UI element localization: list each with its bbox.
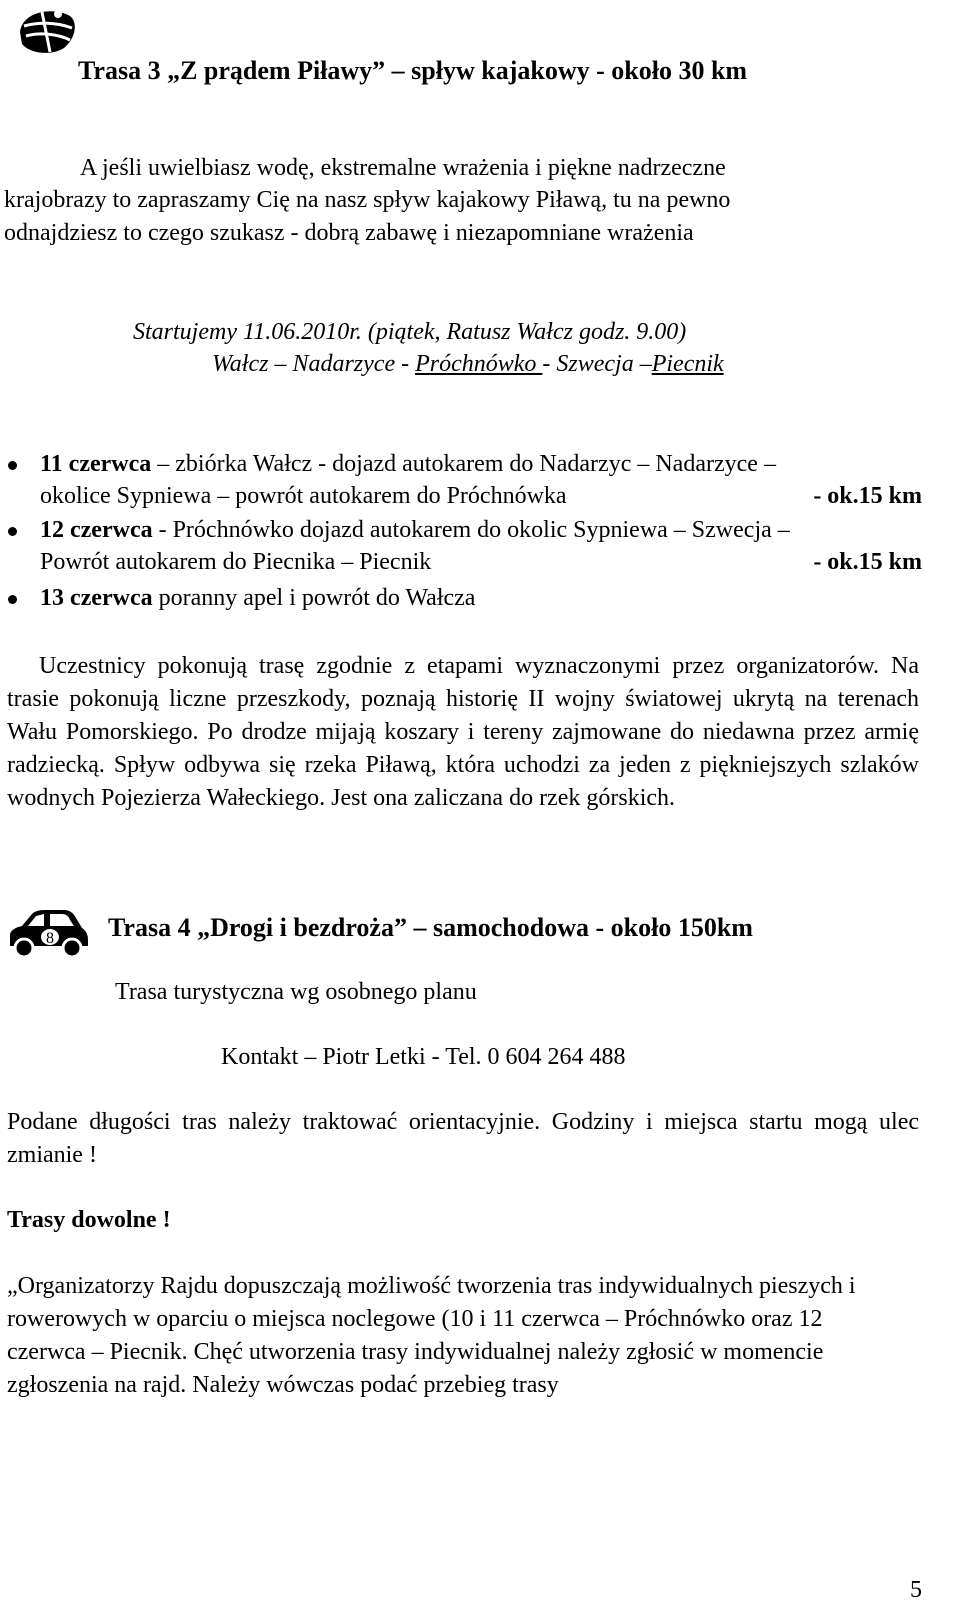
bullet-2-line-1 (40, 516, 790, 545)
bullet-1-date: 11 czerwca (40, 451, 152, 477)
bullet-1-text-2: okolice Sypniewa – powrót autokarem do Próchnówka (40, 483, 567, 509)
bullet-1-line-1 (40, 450, 776, 479)
car-icon (4, 906, 90, 960)
bullet-2-date: 12 czerwca (40, 517, 153, 543)
bullet-dot (8, 527, 17, 536)
start-info: Startujemy 11.06.2010r. (piątek, Ratusz Wałcz godz. 9.00) (133, 319, 687, 345)
trasa4-title: Trasa 4 „Drogi i bezdroża” – samochodowa - około 150km (108, 913, 753, 942)
bullet-1-line-2 (40, 483, 922, 510)
bullet-3-text: poranny apel i powrót do Wałcza (152, 585, 476, 611)
bullet-2-text: - Próchnówko dojazd autokarem do okolic Sypniewa – Szwecja – (152, 517, 790, 543)
bullet-dot (8, 595, 17, 604)
trasa3-title: Trasa 3 „Z prądem Piławy” – spływ kajakowy - około 30 km (78, 56, 748, 85)
route-part-3: - Szwecja – (542, 351, 652, 377)
trasy-dowolne-heading: Trasy dowolne ! (7, 1207, 171, 1233)
route-part-1: Wałcz – Nadarzyce - (212, 351, 416, 377)
bullet-3-date: 13 czerwca (40, 585, 153, 611)
kayak-logo-icon (12, 4, 82, 62)
intro-line-3: odnajdziesz to czego szukasz - dobrą zabawę i niezapomniane wrażenia (4, 220, 694, 246)
route-part-2: Próchnówko (415, 351, 543, 377)
car-number: 8 (46, 930, 54, 947)
bullet-2-text-2: Powrót autokarem do Piecnika – Piecnik (40, 549, 432, 575)
page-number: 5 (910, 1577, 922, 1603)
trasa3-description: Uczestnicy pokonują trasę zgodnie z etapami wyznaczonymi przez organizatorów. Na trasie pokonują liczne przeszkody, poznają historię II wojny światowej ukrytą na terenach Wału Pomorskiego. Po drodze mijają koszary i tereny zajmowane do niedawna przez armię radziecką. Spływ odbywa się rzeka Piławą, która uchodzi za jeden z piękniejszych szlaków wodnych Pojezierza Wałeckiego. Jest ona zaliczana do rzek górskich. (7, 653, 919, 811)
note: Podane długości tras należy traktować orientacyjnie. Godziny i miejsca startu mogą ulec zmianie ! (7, 1109, 919, 1168)
intro-line-2: krajobrazy to zapraszamy Cię na nasz spływ kajakowy Piławą, tu na pewno (4, 187, 731, 213)
bullet-2-line-2 (40, 549, 922, 576)
bullet-3-line-1 (40, 584, 475, 613)
bullet-dot (8, 461, 17, 470)
bullet-1-text: – zbiórka Wałcz - dojazd autokarem do Nadarzyc – Nadarzyce – (151, 451, 776, 477)
route-line (212, 350, 724, 379)
bullet-1-distance: - ok.15 km (813, 483, 922, 509)
contact-info: Kontakt – Piotr Letki - Tel. 0 604 264 488 (221, 1044, 626, 1070)
trasa4-subtitle: Trasa turystyczna wg osobnego planu (115, 979, 477, 1005)
intro-line-1: A jeśli uwielbiasz wodę, ekstremalne wrażenia i piękne nadrzeczne (80, 155, 726, 181)
bullet-2-distance: - ok.15 km (813, 549, 922, 575)
route-part-4: Piecnik (651, 351, 724, 377)
trasy-dowolne-text: „Organizatorzy Rajdu dopuszczają możliwość tworzenia tras indywidualnych pieszych i rowerowych w oparciu o miejsca noclegowe (10 i 11 czerwca – Próchnówko oraz 12 czerwca – Piecnik. Chęć utworzenia trasy indywidualnej należy zgłosić w momencie zgłoszenia na rajd. Należy wówczas podać przebieg trasy (7, 1273, 856, 1398)
